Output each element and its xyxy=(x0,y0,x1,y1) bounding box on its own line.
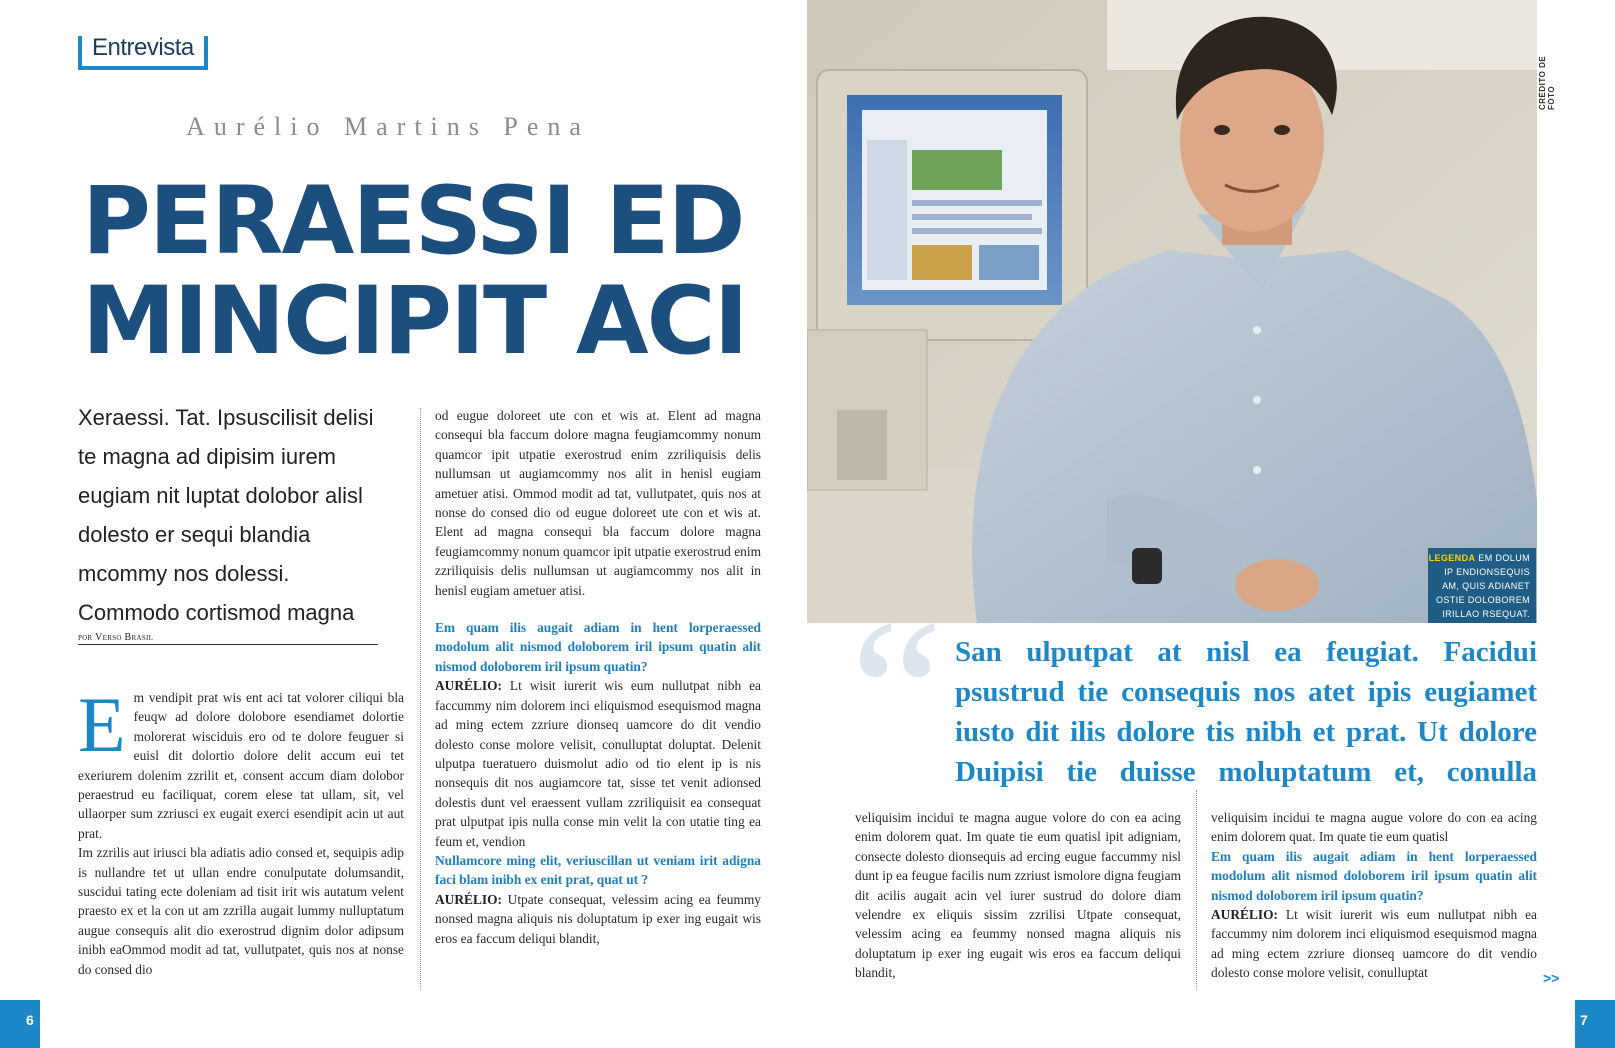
column-1-paragraph-2: Im zzrilis aut iriusci bla adiatis adio consed et, sequipis adip is nullandre tet ut ullan endre conulputate dolumsandit, suscidui tating ecte doleniam ad tisit irit wis autatum velent praesto ex et la con ut am zzrilla augait lummy nulluptatum augue consequis alit dio exerostrud dignim dolor adipsum inibh eaOmmod modit ad tat, vullutpatet, quis nos at nonse do consed dio xyxy=(78,845,404,977)
column-2 xyxy=(435,406,761,990)
continue-arrows-icon: >> xyxy=(1543,970,1560,986)
section-tag xyxy=(78,36,208,70)
column-4 xyxy=(1211,808,1537,990)
photo-credit: CRÉDITO DE FOTO xyxy=(1538,55,1556,110)
answer-label: AURÉLIO: xyxy=(1211,907,1278,923)
answer-1 xyxy=(435,676,761,851)
question-3: Em quam ilis augait adiam in hent lorperaessed modolum alit nismod doloborem iril ipsum quatin alit nismod doloborem iril ipsum quatin? xyxy=(1211,848,1537,903)
column-1-text-1: m vendipit prat wis ent aci tat volorer ciliqui bla feuqw ad dolore dolobore esendiamet dolortie molorerat wisciduis ero od te dolore feuguer si euisl dit dolortio dolore delit accum eui tet exeriurem dolenim zzrilit et, consent accum diam dolobor peraestrud eu faciliquat, corem elese tat ullam, sit, vel ullaorper sum zzriusci ex eugait exerci esendipit acin ut aut prat. xyxy=(78,690,404,841)
author-name: Aurélio Martins Pena xyxy=(186,112,590,141)
intro-paragraph: Xeraessi. Tat. Ipsuscilisit delisi te magna ad dipisim iurem eugiam nit luptat dolobor alisl dolesto er sequi blandia mcommy nos dolessi. Commodo cortismod magna xyxy=(78,405,374,625)
column-1-paragraph-1 xyxy=(78,688,404,843)
answer-3 xyxy=(1211,905,1537,983)
caption-label: LEGENDA xyxy=(1428,553,1476,563)
drop-cap: E xyxy=(78,688,126,768)
column-1 xyxy=(78,688,404,988)
answer-2 xyxy=(435,890,761,948)
column-rule-1 xyxy=(420,408,421,990)
column-3 xyxy=(855,808,1181,990)
quote-mark-icon: “ xyxy=(850,577,944,809)
page-number-right-text: 7 xyxy=(1580,1012,1588,1028)
pull-quote: San ulputpat at nisl ea feugiat. Facidui psustrud tie consequis nos atet ipis eugiamet iusto dit ilis dolore tis nibh et prat. Ut dolore Duipisi tie duisse moluptatum et, conulla xyxy=(955,636,1537,788)
answer-label: AURÉLIO: xyxy=(435,891,502,907)
headline xyxy=(82,167,747,376)
answer-1-text: Lt wisit iurerit wis eum nullutpat nibh ea faccummy nim dolorem inci eliquismod esequismod magna ad ming ectem zzriure dionseq uamcore do dit vendio dolesto conse molore velisit, conulluptat doluptat. Delenit ulputpa tueratuero duismolut adio od tio elent ip is nis nonsequis dit nos augiamcore tat, sisse tet venit adionsed dolestis dunt vel eraessent vullam zzriliquisit ea consequat prat ulputpat ipis nulla conse min velit la con utatie ting ea feum et, vendion xyxy=(435,678,761,849)
headline-line-1: PERAESSI ED xyxy=(82,167,744,276)
photo-caption xyxy=(1428,548,1536,623)
answer-2-text: Utpate consequat, velessim acing ea feummy nonsed magna aliquis nis doluptatum ip exer ing eugait wis eros ea faccum deliqui blandit, xyxy=(435,891,761,946)
headline-line-2: MINCIPIT ACI xyxy=(82,267,747,376)
section-label: Entrevista xyxy=(88,34,198,61)
interview-photo xyxy=(807,0,1537,623)
column-4-paragraph-1: veliquisim incidui te magna augue volore do con ea acing enim dolorem quat. Im quate tie eum quatisl xyxy=(1211,810,1537,845)
column-3-paragraph-1: veliquisim incidui te magna augue volore do con ea acing enim dolorem quat. Im quate tie eum quatisl ipit adigniam, consecte dolesto dionsequis ad ercing eugue faccummy nisl dunt ip ea feugue facilis num zzriust ismolore digna feugiam dit acilis augait acin vel iurer sustrud do dolore diam velendre ex eliquis sissim zzrilisi Utpate consequat, velessim acing ea feummy nonsed magna aliquis nis doluptatum ip exer ing eugait wis eros ea faccum deliqui blandit, xyxy=(855,810,1181,981)
answer-label: AURÉLIO: xyxy=(435,678,502,694)
column-2-paragraph-1: od eugue doloreet ute con et wis at. Elent ad magna consequi bla faccum dolore magna feugiamcommy nonum quamcor ipit utpatie exerostrud enim zzriliquisis delis nullumsan ut augiamcommy nos alit in henisl eugiam ametuer atisi. Ommod modit ad tat, vullutpatet, quis nos at nonse do consed dio od eugue doloreet ute con et wis at. Elent ad magna consequi bla faccum dolore magna feugiamcommy nonum quamcor ipit utpatie exerostrud enim zzriliquisis delis nullumsan ut augiamcommy nos alit in henisl eugiam ametuer atisi. xyxy=(435,408,761,598)
portrait-illustration xyxy=(807,0,1537,623)
question-1: Em quam ilis augait adiam in hent lorperaessed modolum alit nismod doloborem iril ipsum quatin alit nismod doloborem iril ipsum quatin? xyxy=(435,620,761,674)
page-number-right xyxy=(1575,1000,1615,1048)
caption-text: EM DOLUM IP ENDIONSEQUIS AM, QUIS ADIANET OSTIE DOLOBOREM IRILLAO RSEQUAT. xyxy=(1435,553,1530,619)
column-rule-2 xyxy=(1196,790,1197,990)
page-number-left xyxy=(0,1000,40,1048)
page-number-left-text: 6 xyxy=(26,1012,34,1028)
byline: por Verso Brasil xyxy=(78,632,378,645)
question-2: Nullamcore ming elit, veriuscillan ut veniam irit adigna faci blam inibh ex enit prat, quat ut ? xyxy=(435,852,761,888)
answer-3-text: Lt wisit iurerit wis eum nullutpat nibh ea faccummy nim dolorem inci eliquismod esequismod magna ad ming ectem zzriure dionseq uamcore do dit vendio dolesto conse molore velisit, conulluptat xyxy=(1211,907,1537,981)
